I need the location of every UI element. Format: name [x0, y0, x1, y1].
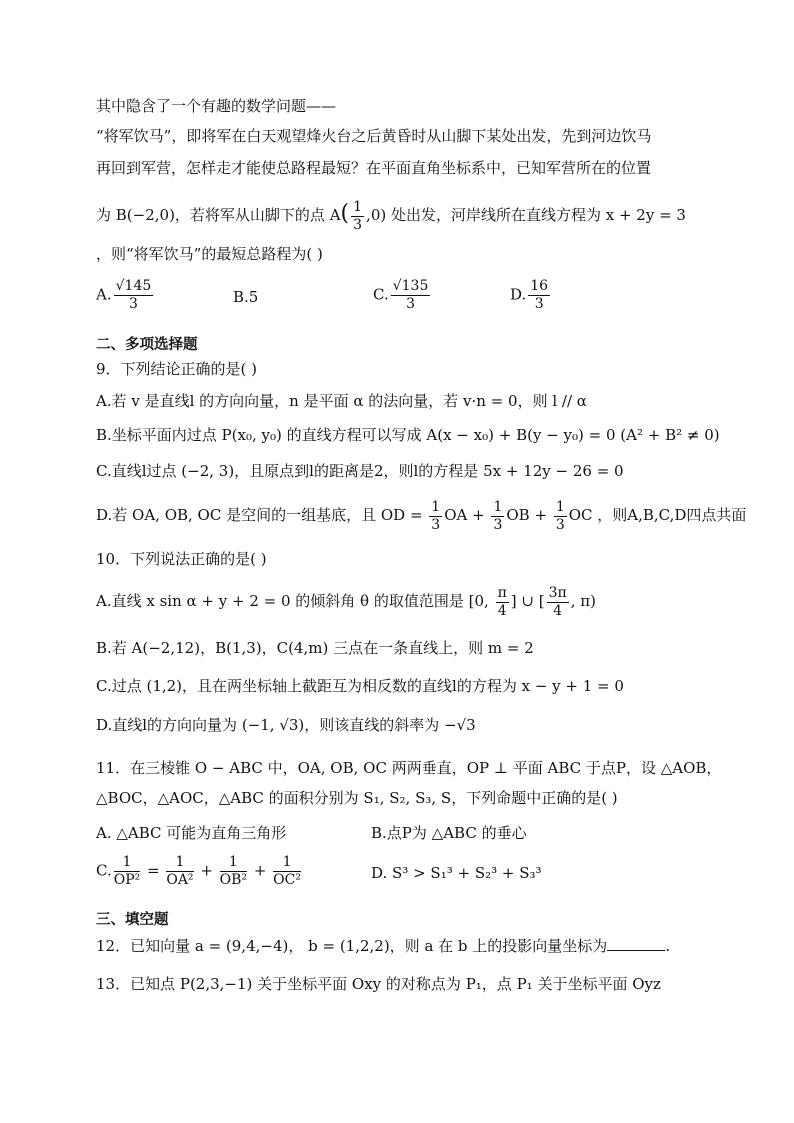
q8-option-b[interactable]: B.5 — [233, 288, 259, 306]
q12-text: 12．已知向量 a = (9,4,−4)， b = (1,2,2)，则 a 在 b 上的投影向量坐标为 — [96, 937, 608, 955]
intro-line-2: “将军饮马”，即将军在白天观望烽火台之后黄昏时从山脚下某处出发，先到河边饮马 — [96, 127, 652, 145]
q11-stem-line-1: 11．在三棱锥 O − ABC 中，OA, OB, OC 两两垂直，OP ⊥ 平面 ABC 于点P，设 △AOB， — [96, 759, 722, 777]
q10-option-c[interactable]: C.过点 (1,2)，且在两坐标轴上截距互为相反数的直线l的方程为 x − y + 1 = 0 — [96, 677, 624, 695]
q8-option-a[interactable]: A. $\frac{√145}{3}$ — [96, 278, 152, 312]
intro-line-1: 其中隐含了一个有趣的数学问题—— — [96, 97, 337, 115]
q12-line: 12．已知向量 a = (9,4,−4)， b = (1,2,2)，则 a 在 b 上的投影向量坐标为 . — [96, 937, 671, 955]
q10-option-a[interactable]: A.直线 x sin α + y + 2 = 0 的倾斜角 θ 的取值范围是 [0, $\frac{\pi}{4}$ ] ∪ [ $\frac{3\pi}{4}$ , π) — [96, 584, 596, 619]
section-3-title: 三、填空题 — [96, 912, 169, 928]
q9-option-c[interactable]: C.直线l过点 (−2, 3)，且原点到l的距离是2，则l的方程是 5x + 12y − 26 = 0 — [96, 462, 624, 480]
paren-left: ( — [340, 201, 350, 226]
intro-line-4-start: 为 B(−2,0)，若将军从山脚下的点 A — [96, 206, 341, 224]
intro-line-4 — [96, 196, 734, 232]
q12-answer-blank[interactable] — [607, 936, 665, 951]
q9-option-b[interactable]: B.坐标平面内过点 P(x₀, y₀) 的直线方程可以写成 A(x − x₀) + B(y − y₀) = 0 (A² + B² ≠ 0) — [96, 426, 720, 444]
q9-option-a[interactable]: A.若 v 是直线l 的方向向量，n 是平面 α 的法向量，若 v·n = 0，则 l // α — [96, 392, 587, 410]
q11-options-ab — [96, 822, 716, 844]
q9-stem: 9．下列结论正确的是( ) — [96, 360, 258, 378]
fraction-one-third: $\frac{1}{3}$ — [353, 198, 363, 233]
q11-option-d[interactable]: D. S³ > S₁³ + S₂³ + S₃³ — [371, 864, 542, 882]
q13-line: 13．已知点 P(2,3,−1) 关于坐标平面 Oxy 的对称点为 P₁，点 P₁ 关于坐标平面 Oyz — [96, 975, 661, 993]
intro-line-4-end: ,0) 处出发，河岸线所在直线方程为 x + 2y = 3 — [366, 206, 686, 224]
q10-stem: 10．下列说法正确的是( ) — [96, 550, 267, 568]
q10-option-d[interactable]: D.直线l的方向向量为 (−1, √3)，则该直线的斜率为 −√3 — [96, 716, 476, 734]
q8-options — [96, 278, 716, 318]
q8-option-c[interactable]: C. $\frac{√135}{3}$ — [373, 278, 429, 312]
q11-option-b[interactable]: B.点P为 △ABC 的垂心 — [371, 824, 527, 842]
q10-option-b[interactable]: B.若 A(−2,12)，B(1,3)，C(4,m) 三点在一条直线上，则 m = 2 — [96, 639, 534, 657]
q11-option-c[interactable]: C. $\frac{1}{\text{OP²}}$ = $\frac{1}{\text{OA²}}$ + $\frac{1}{\text{OB²}}$ + $\frac{1}{\text{OC²}}$ — [96, 854, 301, 888]
intro-line-3: 再回到军营，怎样走才能使总路程最短？在平面直角坐标系中，已知军营所在的位置 — [96, 159, 652, 177]
q11-option-a[interactable]: A. △ABC 可能为直角三角形 — [96, 824, 287, 842]
q8-option-d[interactable]: D. $\frac{16}{3}$ — [510, 278, 549, 312]
q11-options-cd — [96, 854, 716, 894]
section-2-title: 二、多项选择题 — [96, 337, 198, 353]
q11-stem-line-2: △BOC，△AOC，△ABC 的面积分别为 S₁, S₂, S₃, S，下列命题中正确的是( ) — [96, 789, 618, 807]
q9-option-d[interactable]: D.若 OA, OB, OC 是空间的一组基底，且 OD = $\frac{1}{3}$ OA + $\frac{1}{3}$ OB + $\frac{1}{3}$ OC ，则A,B,C,D四点共面 — [96, 498, 747, 533]
intro-line-5: ，则“将军饮马”的最短总路程为( ) — [96, 245, 323, 263]
